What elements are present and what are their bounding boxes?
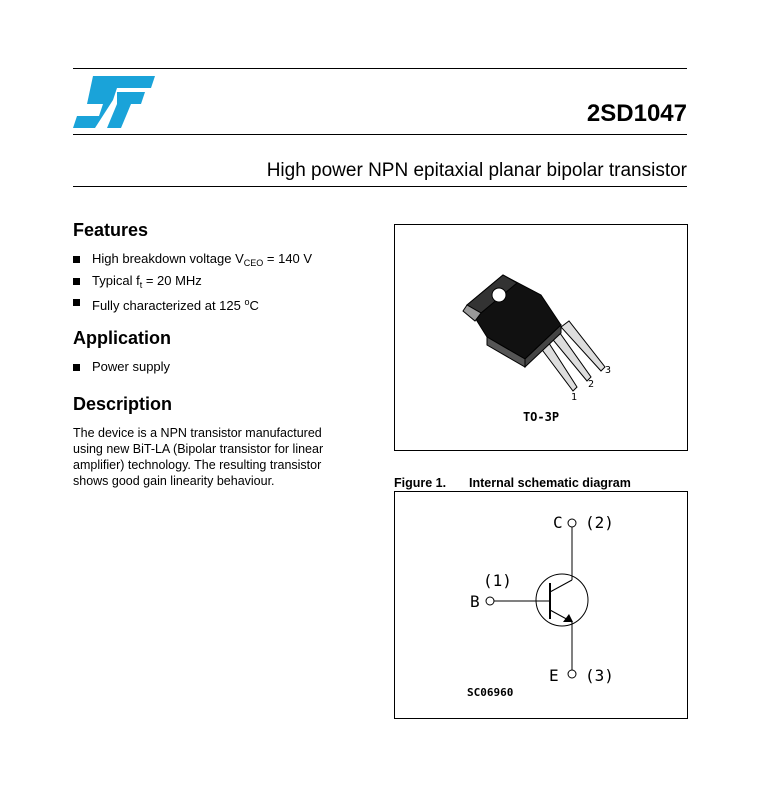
transistor-symbol [536,574,588,626]
to3p-package-drawing [395,225,687,450]
collector-label: C [553,513,563,532]
mounting-hole [492,288,506,302]
figure-title: Internal schematic diagram [469,476,631,490]
header-rule [73,134,687,135]
package-name: TO-3P [522,410,560,424]
top-rule [73,68,687,69]
figure-number: Figure 1. [394,476,447,490]
pin-label-3: 3 [605,365,612,376]
description-heading: Description [73,394,173,414]
collector-pin-label: (2) [585,513,614,532]
schematic-figure [394,491,688,719]
figure-caption [394,476,631,490]
features-heading: Features [73,220,149,240]
base-pin-label: (1) [483,571,512,590]
npn-schematic [395,492,687,718]
list-item: Fully characterized at 125 $^o$C [73,293,312,315]
emitter-pin-label: (3) [585,666,614,685]
application-heading: Application [73,328,171,348]
subtitle-rule [73,186,687,187]
package-figure [394,224,688,451]
description-text: The device is a NPN transistor manufactured using new BiT-LA (Bipolar transistor for linear amplifier) technology. The resulting transistor shows good gain linearity behaviour. [73,426,324,488]
features-list [73,250,312,315]
list-item: Typical $f_t = 20$ MHz [73,272,312,294]
application-list [73,358,170,380]
document-subtitle: High power NPN epitaxial planar bipolar transistor [266,160,687,181]
schematic-code: SC06960 [467,686,514,699]
emitter-label: E [549,666,559,685]
base-label: B [470,592,480,611]
pin-label-2: 2 [588,379,595,390]
list-item: High breakdown voltage $V_{CEO} = 140$ V [73,250,312,272]
emitter-terminal [568,670,576,678]
collector-terminal [568,519,576,527]
base-terminal [486,597,494,605]
list-item: Power supply [73,358,170,380]
pin-label-1: 1 [571,392,578,403]
st-logo-icon [73,74,155,128]
part-number: 2SD1047 [586,100,687,127]
